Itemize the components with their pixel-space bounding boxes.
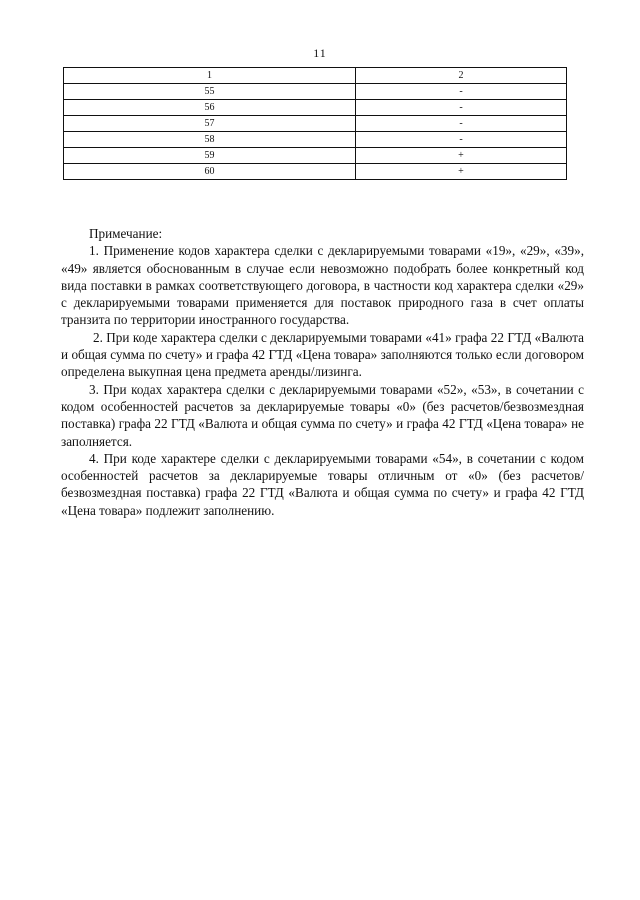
note-section: [61, 225, 584, 519]
note-paragraph-4: 4. При коде характере сделки с декларируемыми товарами «54», в сочетании с кодом особенностей расчетов за декларируемые товары отличным от «0» (без расчетов/безвозмездная поставка) графа 22 ГТД «Валюта и общая сумма по счету» и графа 42 ГТД «Цена товара» подлежит заполнению.: [61, 450, 584, 518]
table-cell-code: 58: [64, 132, 356, 148]
table-row: [64, 164, 567, 180]
note-paragraph-1: 1. Применение кодов характера сделки с декларируемыми товарами «19», «29», «39», «49» является обоснованным в случае если невозможно подобрать более конкретный код вида поставки в рамках соответствующего договора, в частности код характера сделки «29» с декларируемыми товарами применяется для поставок природного газа в счет оплаты транзита по территории иностранного государства.: [61, 243, 584, 328]
table-row: [64, 116, 567, 132]
table-cell-mark: -: [356, 84, 567, 100]
table-row: [64, 148, 567, 164]
table-row: [64, 100, 567, 116]
table-cell-code: 60: [64, 164, 356, 180]
table-cell-code: 55: [64, 84, 356, 100]
note-paragraph-2: 2. При коде характера сделки с декларируемыми товарами «41» графа 22 ГТД «Валюта и общая сумма по счету» и графа 42 ГТД «Цена товара» заполняются только если договором определена выкупная цена предмета аренды/лизинга.: [61, 329, 584, 380]
table-cell-mark: -: [356, 132, 567, 148]
table-cell-mark: -: [356, 100, 567, 116]
table-cell-code: 56: [64, 100, 356, 116]
table-row: [64, 84, 567, 100]
table-header-row: [64, 68, 567, 84]
table-header-cell: 1: [64, 68, 356, 84]
note-title: Примечание:: [89, 226, 163, 241]
table-row: [64, 132, 567, 148]
note-paragraph-3: 3. При кодах характера сделки с декларируемыми товарами «52», «53», в сочетании с кодом особенностей расчетов за декларируемые товары «0» (без расчетов/безвозмездная поставка) графа 22 ГТД «Валюта и общая сумма по счету» и графа 42 ГТД «Цена товара» не заполняется.: [61, 381, 584, 449]
codes-table: [63, 67, 567, 180]
page-number: 11: [313, 46, 327, 60]
table-cell-mark: +: [356, 148, 567, 164]
table-header-cell: 2: [356, 68, 567, 84]
table-cell-mark: -: [356, 116, 567, 132]
table-cell-code: 59: [64, 148, 356, 164]
table-cell-code: 57: [64, 116, 356, 132]
table-cell-mark: +: [356, 164, 567, 180]
